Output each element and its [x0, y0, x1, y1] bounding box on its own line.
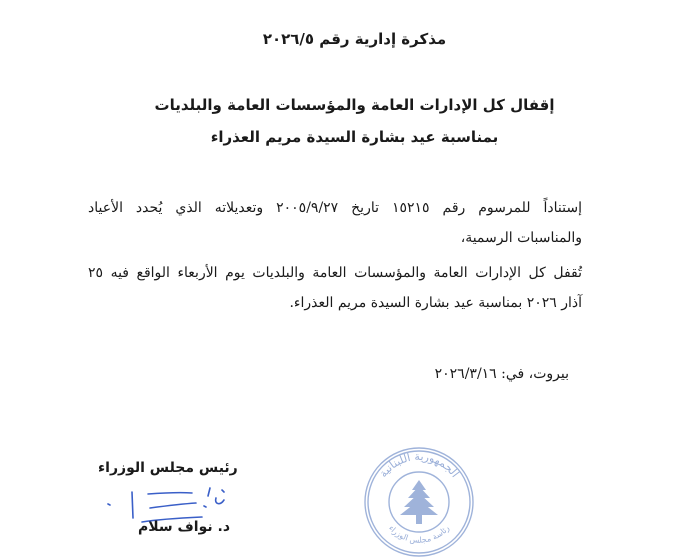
svg-text:الجمهورية اللبنانية [377, 450, 462, 480]
paragraph-2-line-2: آذار ٢٠٢٦ بمناسبة عيد بشارة السيدة مريم العذراء. [289, 295, 582, 311]
svg-text:رئاسة مجلس الوزراء [387, 524, 451, 545]
cedar-icon [400, 480, 438, 524]
subject-line-2: بمناسبة عيد بشارة السيدة مريم العذراء [210, 128, 499, 146]
paragraph-legal-basis [88, 193, 582, 253]
place-date: بيروت، في: ٢٠٢٦/٣/١٦ [434, 366, 569, 382]
paragraph-1-line-2: والمناسبات الرسمية، [460, 230, 582, 246]
paragraph-2-line-1: تُقفل كل الإدارات العامة والمؤسسات العامة والبلديات يوم الأربعاء الواقع فيه ٢٥ [88, 265, 582, 281]
memo-title: مذكرة إدارية رقم ٢٠٢٦/٥ [262, 30, 447, 48]
stamp-bottom-text: رئاسة مجلس الوزراء [386, 523, 452, 545]
official-stamp [360, 440, 478, 558]
subject-line-1: إقفال كل الإدارات العامة والمؤسسات العامة والبلديات [154, 96, 555, 114]
signatory-name: د. نواف سلام [138, 519, 231, 535]
paragraph-decision [88, 258, 582, 318]
paragraph-1-line-1: إستناداً للمرسوم رقم ١٥٢١٥ تاريخ ٢٠٠٥/٩/٢٧ وتعديلاته الذي يُحدد الأعياد [88, 200, 582, 216]
signatory-title: رئيس مجلس الوزراء [98, 460, 238, 476]
stamp-top-text: الجمهورية اللبنانية [376, 449, 462, 480]
